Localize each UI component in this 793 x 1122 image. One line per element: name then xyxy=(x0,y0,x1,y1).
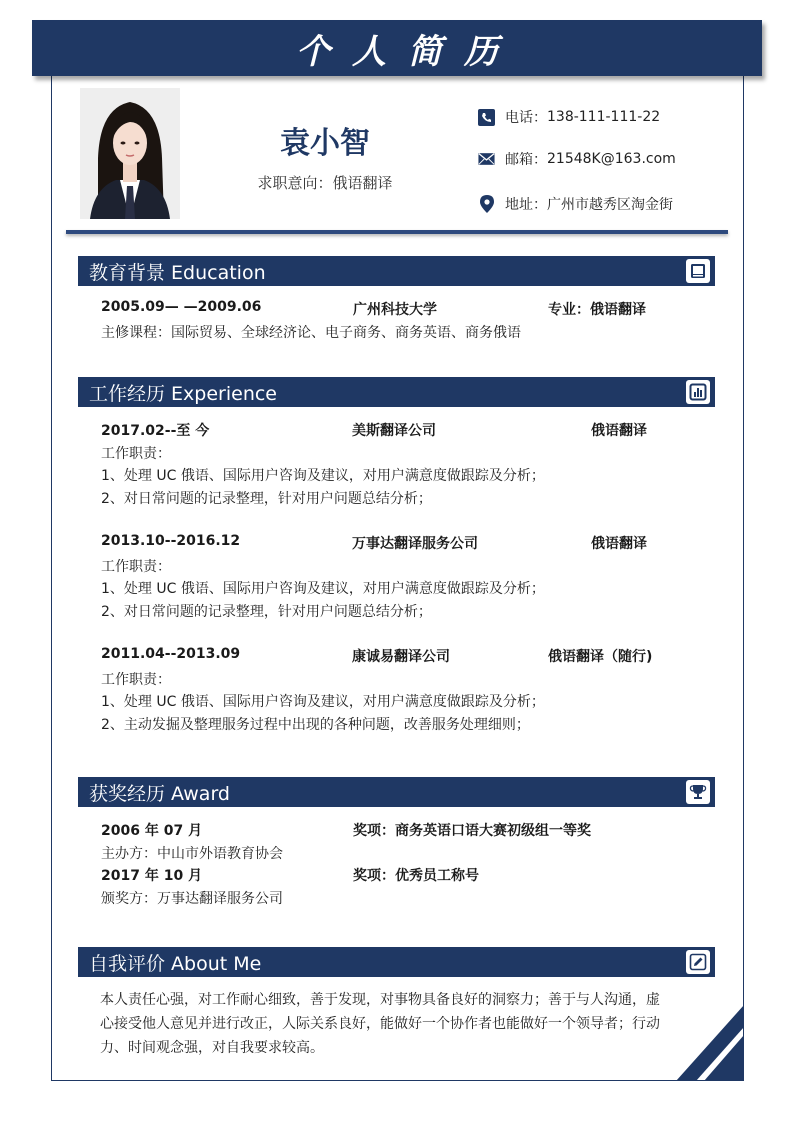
job-intent xyxy=(230,172,420,193)
job-duty-label: 工作职责： xyxy=(101,446,171,462)
contact-phone xyxy=(478,107,660,127)
self-evaluation-line: 本人责任心强，对工作耐心细致，善于发现，对事物具备良好的洞察力；善于与人沟通，虚 xyxy=(100,992,660,1008)
award-prize: 奖项：商务英语口语大赛初级组一等奖 xyxy=(353,823,591,839)
trophy-icon xyxy=(686,780,710,804)
job-intent-value: 俄语翻译 xyxy=(332,174,393,192)
award-prize: 奖项：优秀员工称号 xyxy=(353,868,479,884)
award-issuer: 颁奖方：万事达翻译服务公司 xyxy=(101,891,283,907)
mail-icon xyxy=(478,151,495,168)
education-courses: 主修课程：国际贸易、全球经济论、电子商务、商务英语、商务俄语 xyxy=(101,325,521,341)
award-date: 2006 年 07 月 xyxy=(101,823,203,839)
job-company: 康诚易翻译公司 xyxy=(352,649,450,665)
self-evaluation-line: 力、时间观念强，对自我要求较高。 xyxy=(100,1040,324,1056)
education-school: 广州科技大学 xyxy=(353,302,437,318)
education-major: 专业：俄语翻译 xyxy=(548,302,646,318)
email-label: 邮箱： xyxy=(505,152,547,168)
self-evaluation-line: 心接受他人意见并进行改正，人际关系良好，能做好一个协作者也能做好一个领导者；行动 xyxy=(100,1016,660,1032)
education-period: 2005.09— —2009.06 xyxy=(101,299,262,315)
job-duty-item: 1、处理 UC 俄语、国际用户咨询及建议，对用户满意度做跟踪及分析； xyxy=(101,468,545,484)
job-duty-item: 2、对日常问题的记录整理，针对用户问题总结分析； xyxy=(101,604,432,620)
pencil-icon xyxy=(686,950,710,974)
address-label: 地址： xyxy=(505,197,547,213)
job-duty-label: 工作职责： xyxy=(101,672,171,688)
avatar xyxy=(80,88,180,219)
resume-title: 个人简历 xyxy=(296,31,520,72)
job-period: 2017.02--至 今 xyxy=(101,423,210,439)
section-title-education: 教育背景 Education xyxy=(89,261,266,284)
job-duty-item: 1、处理 UC 俄语、国际用户咨询及建议，对用户满意度做跟踪及分析； xyxy=(101,694,545,710)
job-role: 俄语翻译 xyxy=(591,423,647,439)
job-company: 美斯翻译公司 xyxy=(352,423,436,439)
section-title-about: 自我评价 About Me xyxy=(89,952,262,975)
location-pin-icon xyxy=(478,196,495,213)
corner-decoration xyxy=(676,1005,744,1081)
job-duty-item: 2、主动发掘及整理服务过程中出现的各种问题，改善服务处理细则； xyxy=(101,717,530,733)
job-role: 俄语翻译 xyxy=(591,536,647,552)
section-title-experience: 工作经历 Experience xyxy=(89,382,277,405)
section-header-education xyxy=(78,256,715,286)
contact-email xyxy=(478,149,676,169)
candidate-name: 袁小智 xyxy=(280,126,370,161)
job-duty-item: 1、处理 UC 俄语、国际用户咨询及建议，对用户满意度做跟踪及分析； xyxy=(101,581,545,597)
job-duty-label: 工作职责： xyxy=(101,559,171,575)
header-divider xyxy=(66,230,728,234)
self-evaluation xyxy=(100,988,700,1060)
email-value: 21548K@163.com xyxy=(547,151,676,167)
section-header-award xyxy=(78,777,715,807)
chart-icon xyxy=(686,380,710,404)
job-duty-item: 2、对日常问题的记录整理，针对用户问题总结分析； xyxy=(101,491,432,507)
phone-label: 电话： xyxy=(505,110,547,126)
address-value: 广州市越秀区淘金街 xyxy=(547,197,673,213)
job-period: 2013.10--2016.12 xyxy=(101,533,241,549)
job-intent-label: 求职意向： xyxy=(257,174,333,192)
section-header-about xyxy=(78,947,715,977)
phone-value: 138-111-111-22 xyxy=(547,109,661,125)
phone-icon xyxy=(478,109,495,126)
award-issuer: 主办方：中山市外语教育协会 xyxy=(101,846,283,862)
book-icon xyxy=(686,259,710,283)
job-period: 2011.04--2013.09 xyxy=(101,646,241,662)
award-date: 2017 年 10 月 xyxy=(101,868,203,884)
section-title-award: 获奖经历 Award xyxy=(89,782,230,805)
job-role: 俄语翻译（随行) xyxy=(548,649,653,665)
title-banner xyxy=(32,20,762,76)
contact-address xyxy=(478,194,673,214)
job-company: 万事达翻译服务公司 xyxy=(352,536,478,552)
section-header-experience xyxy=(78,377,715,407)
